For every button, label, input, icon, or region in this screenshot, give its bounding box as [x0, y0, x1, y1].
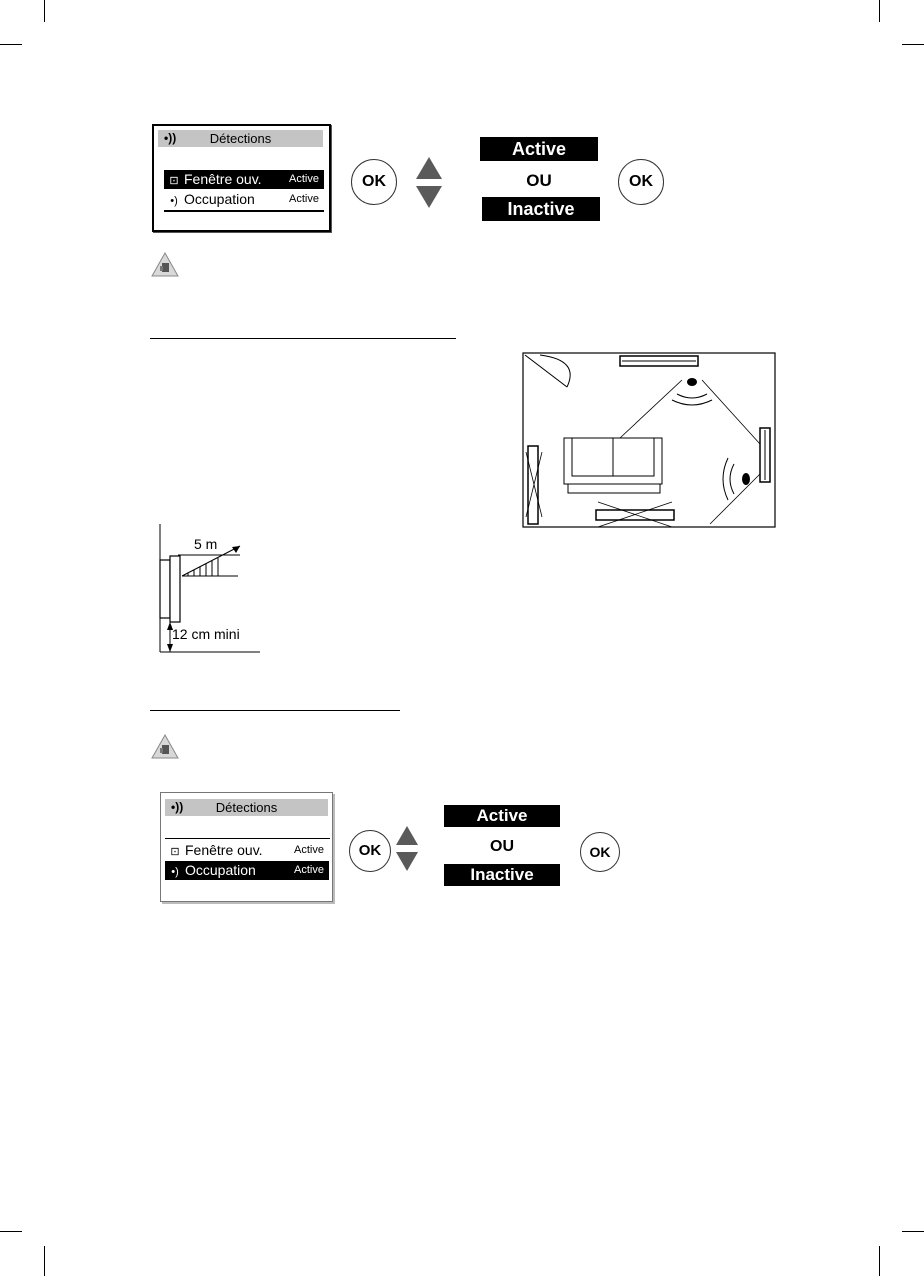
- section-underline: [150, 338, 456, 339]
- lcd-screen-window-open: [152, 124, 331, 232]
- lcd-divider: [165, 838, 330, 839]
- lcd-title-bar: [165, 799, 328, 816]
- up-arrow-icon[interactable]: [416, 157, 442, 179]
- lcd-screen-occupancy: [160, 792, 333, 902]
- ok-confirm-button[interactable]: OK: [618, 159, 664, 205]
- lcd-row-window-open[interactable]: ⊡ Fenêtre ouv. Active: [164, 170, 324, 189]
- ok-button[interactable]: OK: [351, 159, 397, 205]
- option-active[interactable]: Active: [444, 805, 560, 827]
- option-or: OU: [526, 171, 552, 190]
- detection-waves-icon: •)): [164, 131, 177, 145]
- hand-note-icon: [150, 732, 180, 762]
- crop-mark: [902, 44, 924, 45]
- window-icon: ⊡: [169, 175, 179, 187]
- down-arrow-icon[interactable]: [396, 852, 418, 871]
- distance-label: 5 m: [194, 536, 218, 552]
- ok-confirm-button[interactable]: OK: [580, 832, 620, 872]
- room-placement-diagram: [522, 352, 776, 528]
- detection-waves-icon: •)): [171, 800, 184, 814]
- ok-button[interactable]: OK: [349, 830, 391, 872]
- option-active[interactable]: Active: [480, 137, 598, 161]
- occupancy-icon: •): [170, 195, 178, 207]
- crop-mark: [0, 44, 22, 45]
- hand-note-icon: [150, 250, 180, 280]
- lcd-title-bar: [158, 130, 323, 147]
- lcd-title: Détections: [209, 131, 272, 146]
- lcd-row-occupancy[interactable]: •) Occupation Active: [165, 861, 329, 880]
- crop-mark: [0, 1231, 22, 1232]
- lcd-title: Détections: [215, 800, 278, 815]
- lcd-divider: [164, 210, 324, 212]
- lcd-row-window-open[interactable]: ⊡ Fenêtre ouv. Active: [165, 841, 329, 860]
- window-icon: ⊡: [170, 846, 180, 858]
- up-arrow-icon[interactable]: [396, 826, 418, 845]
- option-inactive[interactable]: Inactive: [444, 864, 560, 886]
- crop-mark: [44, 1246, 45, 1276]
- lcd-row-occupancy[interactable]: •) Occupation Active: [164, 190, 324, 209]
- down-arrow-icon[interactable]: [416, 186, 442, 208]
- height-label: 12 cm mini: [172, 626, 240, 642]
- crop-mark: [44, 0, 45, 22]
- crop-mark: [879, 1246, 880, 1276]
- occupancy-icon: •): [171, 866, 179, 878]
- option-inactive[interactable]: Inactive: [482, 197, 600, 221]
- crop-mark: [879, 0, 880, 22]
- section-underline: [150, 710, 400, 711]
- crop-mark: [902, 1231, 924, 1232]
- option-or: OU: [490, 838, 514, 855]
